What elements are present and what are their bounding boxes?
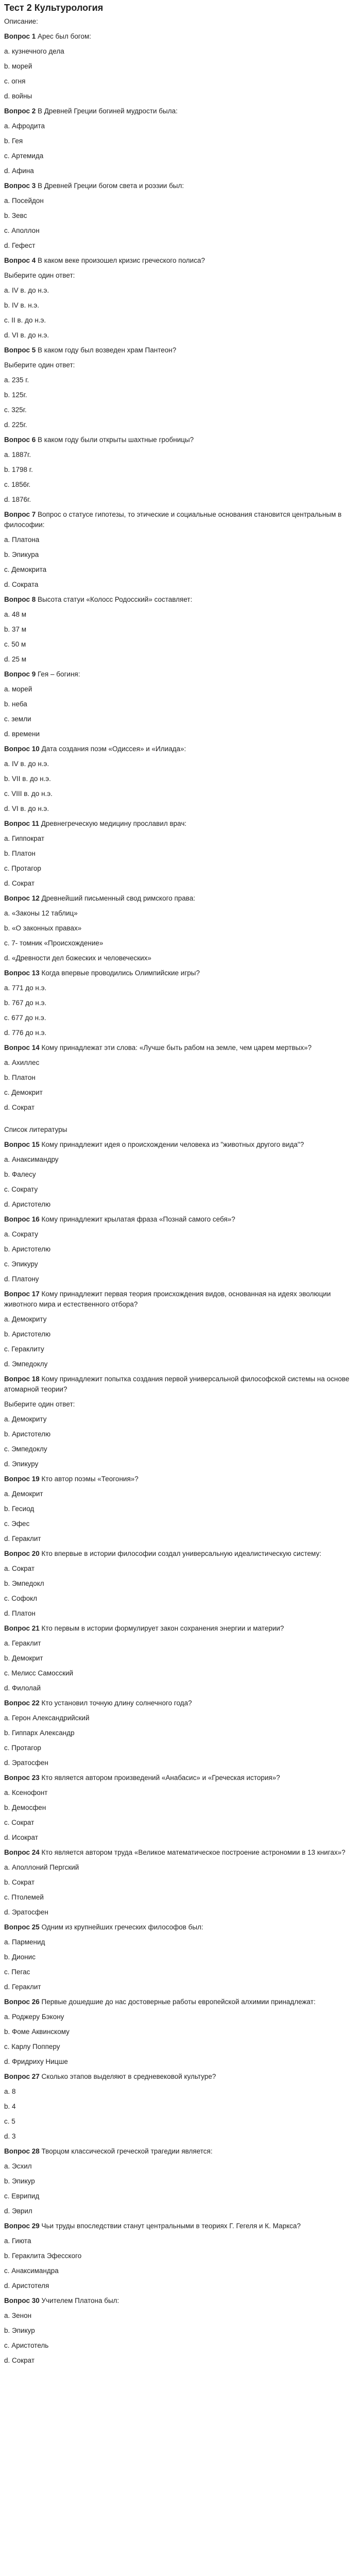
question-block [4,2221,357,2291]
question-body: Кому принадлежат эти слова: «Лучше быть рабом на земле, чем царем мертвых»? [41,1044,312,1052]
question-text [4,2072,357,2082]
answer-option: a. 771 до н.э. [4,984,47,992]
document-intro: Описание: [4,18,38,25]
answer-option: b. Демокрит [4,1654,43,1662]
question-block [4,510,357,590]
answer-option: c. Карлу Попперу [4,2043,60,2050]
question-number: Вопрос 2 [4,107,36,115]
answer-option: d. 776 до н.э. [4,1029,47,1037]
answer-option: d. войны [4,92,32,100]
question-number: Вопрос 11 [4,820,39,827]
answer-option: c. VIII в. до н.э. [4,790,53,798]
answer-option: a. Герон Александрийский [4,1714,90,1722]
answer-option: c. Протагор [4,1744,41,1752]
question-text [4,669,357,680]
answer-option: d. Эврил [4,2207,32,2215]
answer-option: a. Зенон [4,2312,32,2319]
answer-option: b. «О законных правах» [4,924,82,932]
answer-option: d. 225г. [4,421,27,429]
question-body: В каком году был возведен храм Пантеон? [38,346,177,354]
answer-option: c. Артемида [4,152,44,160]
answer-option: a. морей [4,685,32,693]
answer-option: b. Дионис [4,1953,36,1961]
question-block [4,2296,357,2366]
question-block [4,1922,357,1992]
question-number: Вопрос 5 [4,346,36,354]
question-text [4,893,357,904]
answer-option: c. 1856г. [4,481,31,488]
answer-option: c. огня [4,77,26,85]
answer-option: d. Аристотеля [4,2282,49,2290]
question-body: Кому принадлежит попытка создания первой универсальной философской системы на основе атомарной теории? [4,1375,350,1393]
question-body: Кто автор поэмы «Теогония»? [41,1475,139,1483]
question-body: Кто является автором произведений «Анабасис» и «Греческая история»? [41,1774,280,1782]
question-text [4,1848,357,1858]
question-number: Вопрос 17 [4,1290,40,1298]
answer-option: a. 8 [4,2088,16,2095]
answer-option: d. Сократ [4,1104,35,1111]
question-number: Вопрос 1 [4,32,36,40]
answer-option: a. Гиюта [4,2237,31,2245]
question-text [4,2221,357,2231]
answer-option: a. Афродита [4,122,45,130]
question-block [4,435,357,505]
question-block [4,1043,357,1113]
answer-option: b. Платон [4,1074,36,1081]
question-block [4,968,357,1038]
question-body: Чьи труды впоследствии станут центральными в теориях Г. Гегеля и К. Маркса? [41,2222,301,2230]
question-number: Вопрос 13 [4,969,40,977]
answer-option: a. Демокриту [4,1315,47,1323]
answer-option: b. Аристотелю [4,1430,51,1438]
answer-option: c. 5 [4,2117,15,2125]
question-body: Сколько этапов выделяют в средневековой культуре? [41,2073,216,2080]
answer-option: a. «Законы 12 таблиц» [4,909,78,917]
question-number: Вопрос 7 [4,511,36,518]
question-block [4,1549,357,1619]
answer-option: a. Посейдон [4,197,44,205]
answer-option: d. Эпикуру [4,1460,39,1468]
question-body: Кому принадлежит идея о происхождении человека из "животных другого вида"? [41,1141,304,1148]
question-number: Вопрос 14 [4,1044,40,1052]
question-body: Кто впервые в истории философии создал универсальную идеалистическую систему: [41,1550,321,1557]
question-number: Вопрос 8 [4,596,36,603]
answer-option: b. Гесиод [4,1505,35,1513]
answer-option: d. Гераклит [4,1535,41,1543]
question-text [4,744,357,754]
question-text [4,1773,357,1783]
answer-option: d. времени [4,730,40,738]
answer-option: a. Ахиллес [4,1059,40,1066]
question-block [4,31,357,101]
answer-option: d. Исократ [4,1834,38,1841]
question-block [4,1289,357,1369]
answer-option: c. 325г. [4,406,27,414]
answer-option: d. Эратосфен [4,1908,48,1916]
answer-option: b. Гиппарх Александр [4,1729,75,1737]
question-body: Кому принадлежит первая теория происхождения видов, основанная на идеях эволюции животного мира и естественного отбора? [4,1290,331,1308]
question-block [4,256,357,341]
question-block [4,106,357,176]
question-text [4,1698,357,1708]
answer-option: b. неба [4,700,27,708]
question-text [4,968,357,978]
answer-option: a. 235 г. [4,376,29,384]
question-block [4,1374,357,1469]
answer-prompt: Выберите один ответ: [4,1400,75,1408]
answer-option: a. IV в. до н.э. [4,760,49,768]
question-text [4,1214,357,1225]
question-number: Вопрос 27 [4,2073,40,2080]
question-text [4,345,357,355]
question-list [4,31,357,2366]
question-number: Вопрос 26 [4,1998,40,2006]
answer-option: b. 4 [4,2103,16,2110]
question-body: В каком году были открыты шахтные гробницы? [38,436,194,444]
question-text [4,1140,357,1150]
answer-option: a. 48 м [4,611,27,618]
question-text [4,595,357,605]
answer-option: b. Гея [4,137,23,145]
answer-option: c. Эмпедоклу [4,1445,47,1453]
answer-option: d. Эмпедоклу [4,1360,48,1368]
question-text [4,1997,357,2007]
question-block [4,1474,357,1544]
question-block [4,1773,357,1843]
question-body: Высота статуи «Колосс Родосский» составляет: [38,596,193,603]
question-text [4,1922,357,1933]
question-body: Кто первым в истории формулирует закон сохранения энергии и материи? [41,1624,284,1632]
answer-option: c. Демокрит [4,1089,43,1096]
question-number: Вопрос 22 [4,1699,40,1707]
answer-option: d. Фридриху Ницше [4,2058,68,2065]
answer-option: b. IV в. н.э. [4,301,40,309]
answer-option: b. Эпикура [4,551,39,558]
answer-option: b. Эпикур [4,2327,35,2334]
question-number: Вопрос 18 [4,1375,40,1383]
question-block [4,1698,357,1768]
question-text [4,181,357,191]
question-text [4,435,357,445]
answer-option: a. кузнечного дела [4,47,64,55]
answer-option: c. Демокрита [4,566,47,573]
answer-option: b. Гераклита Эфесского [4,2252,82,2260]
question-body: В Древней Греции богиней мудрости была: [38,107,178,115]
question-block [4,819,357,889]
answer-option: d. Сократ [4,879,35,887]
question-number: Вопрос 15 [4,1141,40,1148]
answer-option: d. Сократа [4,581,39,588]
answer-option: b. 1798 г. [4,466,33,473]
question-number: Вопрос 3 [4,182,36,190]
section-gap [4,1117,357,1125]
answer-option: b. Аристотелю [4,1245,51,1253]
answer-option: b. Демосфен [4,1804,46,1811]
answer-option: a. Гераклит [4,1639,41,1647]
question-block [4,181,357,251]
question-number: Вопрос 21 [4,1624,40,1632]
question-text [4,1474,357,1484]
answer-option: d. 1876г. [4,496,31,503]
question-block [4,744,357,814]
answer-option: c. Сократ [4,1819,35,1826]
answer-option: b. Эмпедокл [4,1580,44,1587]
question-block [4,1214,357,1284]
question-number: Вопрос 20 [4,1550,40,1557]
question-number: Вопрос 19 [4,1475,40,1483]
answer-option: c. земли [4,715,31,723]
answer-prompt: Выберите один ответ: [4,272,75,279]
answer-option: c. Софокл [4,1595,38,1602]
question-body: В каком веке произошел кризис греческого полиса? [38,257,205,264]
answer-option: a. Анаксимандру [4,1156,59,1163]
answer-option: a. Гиппократ [4,835,45,842]
question-body: Одним из крупнейших греческих философов был: [41,1923,203,1931]
question-body: Вопрос о статусе гипотезы, то этические и социальные основания становится центральным в философии: [4,511,342,529]
question-text [4,1623,357,1634]
question-block [4,1848,357,1918]
answer-option: a. Аполлоний Пергский [4,1863,79,1871]
answer-option: a. Демокриту [4,1415,47,1423]
question-text [4,1374,357,1395]
answer-option: d. «Древности дел божеских и человеческих» [4,954,151,962]
answer-option: a. Сократу [4,1230,38,1238]
answer-prompt: Выберите один ответ: [4,361,75,369]
question-body: Творцом классической греческой трагедии является: [41,2147,213,2155]
answer-option: c. 7- томник «Происхождение» [4,939,104,947]
section-heading: Список литературы [4,1126,67,1133]
question-block [4,669,357,739]
answer-option: b. VII в. до н.э. [4,775,51,783]
question-text [4,1043,357,1053]
answer-option: b. Фалесу [4,1171,36,1178]
question-number: Вопрос 28 [4,2147,40,2155]
question-number: Вопрос 30 [4,2297,40,2304]
answer-option: c. Мелисс Самосский [4,1669,74,1677]
question-block [4,1997,357,2067]
question-number: Вопрос 6 [4,436,36,444]
answer-option: b. 37 м [4,625,27,633]
answer-option: b. Зевс [4,212,27,219]
answer-option: d. Гераклит [4,1983,41,1991]
answer-option: d. Филолай [4,1684,41,1692]
question-text [4,31,357,42]
answer-option: a. Платона [4,536,40,544]
answer-option: c. Птолемей [4,1893,44,1901]
answer-option: c. Сократу [4,1185,38,1193]
answer-option: b. Эпикур [4,2177,35,2185]
question-body: Когда впервые проводились Олимпийские игры? [41,969,200,977]
answer-option: d. Сократ [4,2357,35,2364]
question-block [4,595,357,665]
question-block [4,345,357,430]
question-block [4,2146,357,2216]
answer-option: c. II в. до н.э. [4,316,46,324]
answer-option: c. Пегас [4,1968,30,1976]
question-block [4,1623,357,1693]
question-body: Дата создания поэм «Одиссея» и «Илиада»: [41,745,186,753]
answer-option: b. Аристотелю [4,1330,51,1338]
answer-option: c. Эпикуру [4,1260,38,1268]
answer-option: a. Ксенофонт [4,1789,48,1797]
answer-option: c. Эфес [4,1520,30,1528]
answer-option: d. Аристотелю [4,1200,51,1208]
answer-option: c. Анаксимандра [4,2267,59,2275]
question-number: Вопрос 12 [4,894,40,902]
answer-option: b. Фоме Аквинскому [4,2028,70,2036]
answer-option: a. IV в. до н.э. [4,286,49,294]
answer-option: d. VI в. до н.э. [4,331,49,339]
question-number: Вопрос 24 [4,1849,40,1856]
answer-option: d. 3 [4,2132,16,2140]
question-text [4,256,357,266]
question-body: Кто установил точную длину солнечного года? [41,1699,192,1707]
question-body: Кому принадлежит крылатая фраза «Познай самого себя»? [41,1215,235,1223]
answer-option: c. Протагор [4,865,41,872]
answer-option: c. 50 м [4,640,26,648]
question-number: Вопрос 23 [4,1774,40,1782]
question-body: Древнегреческую медицину прославил врач: [41,820,187,827]
answer-option: d. Платон [4,1609,36,1617]
question-block [4,2072,357,2142]
question-number: Вопрос 4 [4,257,36,264]
question-text [4,106,357,116]
answer-option: c. 677 до н.э. [4,1014,46,1022]
answer-option: d. 25 м [4,655,27,663]
question-text [4,2296,357,2306]
answer-option: b. 125г. [4,391,27,399]
question-block [4,1140,357,1210]
question-text [4,2146,357,2157]
answer-option: d. Афина [4,167,34,175]
document-title: Тест 2 Культурология [4,3,104,13]
answer-option: d. Гефест [4,242,36,249]
question-text [4,510,357,530]
question-body: Гея – богиня: [38,670,80,678]
question-body: Кто является автором труда «Великое математическое построение астрономии в 13 книгах»? [41,1849,346,1856]
answer-option: a. Роджеру Бэкону [4,2013,64,2021]
question-number: Вопрос 10 [4,745,40,753]
question-body: Древнейший письменный свод римского права: [41,894,196,902]
answer-option: a. Парменид [4,1938,45,1946]
answer-option: c. Еврипид [4,2192,40,2200]
answer-option: c. Гераклиту [4,1345,44,1353]
question-text [4,1549,357,1559]
question-block [4,893,357,963]
question-number: Вопрос 16 [4,1215,40,1223]
question-body: Арес был богом: [38,32,91,40]
answer-option: d. VI в. до н.э. [4,805,49,812]
answer-option: b. Платон [4,850,36,857]
answer-option: d. Эратосфен [4,1759,48,1767]
question-number: Вопрос 9 [4,670,36,678]
answer-option: a. Демокрит [4,1490,43,1498]
answer-option: a. 1887г. [4,451,31,459]
answer-option: b. Сократ [4,1878,35,1886]
question-text [4,819,357,829]
answer-option: c. Аполлон [4,227,40,234]
answer-option: b. 767 до н.э. [4,999,47,1007]
question-number: Вопрос 29 [4,2222,40,2230]
question-body: В Древней Греции богом света и poэзии был: [38,182,184,190]
answer-option: b. морей [4,62,32,70]
question-body: Первые дошедшие до нас достоверные работы европейской алхимии принадлежат: [41,1998,316,2006]
question-body: Учителем Платона был: [41,2297,119,2304]
question-text [4,1289,357,1310]
answer-option: a. Эсхил [4,2162,32,2170]
answer-option: d. Платону [4,1275,39,1283]
question-number: Вопрос 25 [4,1923,40,1931]
answer-option: a. Сократ [4,1565,35,1572]
answer-option: c. Аристотель [4,2342,49,2349]
